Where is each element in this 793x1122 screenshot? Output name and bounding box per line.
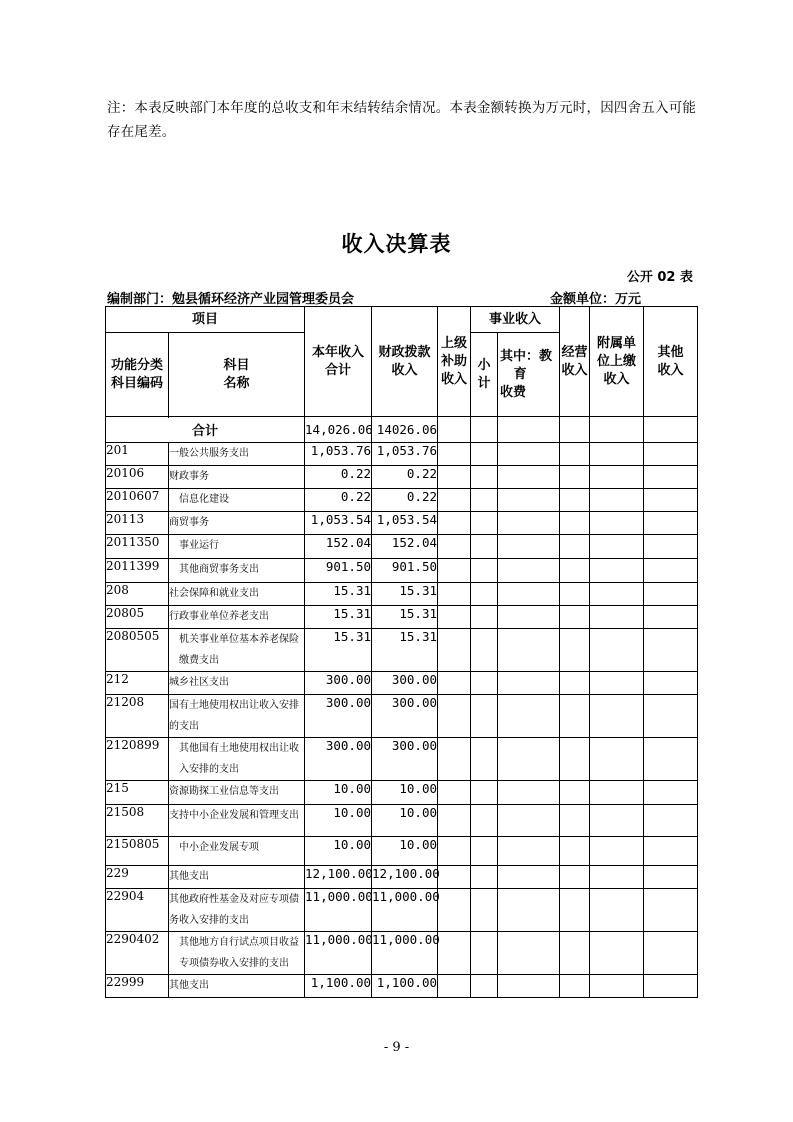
- header-edu-fee: 其中：教 育 收费: [498, 333, 560, 417]
- empty-cell: [590, 466, 644, 489]
- empty-cell: [590, 932, 644, 975]
- empty-cell: [590, 975, 644, 998]
- row-fiscal: 10.00: [372, 837, 438, 866]
- empty-cell: [644, 866, 698, 889]
- row-subject-name: 其他地方自行试点项目收益专项债券收入安排的支出: [169, 932, 305, 975]
- row-fiscal: 1,100.00: [372, 975, 438, 998]
- row-code: 22904: [106, 889, 169, 932]
- empty-cell: [590, 781, 644, 805]
- empty-cell: [438, 535, 471, 559]
- row-subject-name: 信息化建设: [169, 489, 305, 512]
- header-fiscal: 财政拨款 收入: [372, 307, 438, 417]
- empty-cell: [498, 629, 560, 672]
- row-subject-name: 其他政府性基金及对应专项债务收入安排的支出: [169, 889, 305, 932]
- table-row: [106, 975, 698, 998]
- total-income-value: 14,026.06: [305, 417, 372, 443]
- empty-cell: [560, 606, 590, 629]
- empty-cell: [498, 583, 560, 606]
- table-row: [106, 837, 698, 866]
- row-total-income: 10.00: [305, 837, 372, 866]
- empty-cell: [644, 672, 698, 695]
- header-operating: 经营 收入: [560, 307, 590, 417]
- empty-cell: [438, 512, 471, 535]
- row-subject-name: 中小企业发展专项: [169, 837, 305, 866]
- row-total-income: 15.31: [305, 583, 372, 606]
- empty-cell: [590, 629, 644, 672]
- total-row: [106, 417, 698, 443]
- footnote: 注：本表反映部门本年度的总收支和年末结转结余情况。本表金额转换为万元时，因四舍五入可能存在尾差。: [107, 100, 697, 140]
- empty-cell: [590, 889, 644, 932]
- amount-unit-label: 金额单位：万元: [550, 292, 642, 307]
- empty-cell: [471, 629, 498, 672]
- empty-cell: [560, 866, 590, 889]
- row-fiscal: 0.22: [372, 466, 438, 489]
- empty-cell: [590, 837, 644, 866]
- empty-cell: [438, 672, 471, 695]
- table-row: [106, 466, 698, 489]
- row-fiscal: 1,053.76: [372, 443, 438, 466]
- table-row: [106, 672, 698, 695]
- empty-cell: [498, 672, 560, 695]
- empty-cell: [644, 606, 698, 629]
- total-fiscal-value: 14026.06: [372, 417, 438, 443]
- table-row: [106, 535, 698, 559]
- row-fiscal: 11,000.00: [372, 889, 438, 932]
- empty-cell: [498, 889, 560, 932]
- income-table: [105, 306, 698, 998]
- empty-cell: [560, 535, 590, 559]
- table-row: [106, 606, 698, 629]
- empty-cell: [590, 606, 644, 629]
- row-subject-name: 支持中小企业发展和管理支出: [169, 805, 305, 837]
- empty-cell: [471, 932, 498, 975]
- empty-cell: [644, 781, 698, 805]
- empty-cell: [498, 837, 560, 866]
- row-code: 208: [106, 583, 169, 606]
- row-subject-name: 一般公共服务支出: [169, 443, 305, 466]
- row-code: 2011350: [106, 535, 169, 559]
- row-code: 22999: [106, 975, 169, 998]
- empty-cell: [644, 535, 698, 559]
- row-fiscal: 15.31: [372, 629, 438, 672]
- row-fiscal: 10.00: [372, 781, 438, 805]
- empty-cell: [438, 837, 471, 866]
- empty-cell: [560, 805, 590, 837]
- row-total-income: 0.22: [305, 489, 372, 512]
- row-total-income: 300.00: [305, 672, 372, 695]
- empty-cell: [590, 512, 644, 535]
- header-item: 项目: [106, 307, 305, 333]
- empty-cell: [438, 695, 471, 738]
- header-business: 事业收入: [471, 307, 560, 333]
- empty-cell: [471, 489, 498, 512]
- empty-cell: [590, 866, 644, 889]
- table-row: [106, 932, 698, 975]
- row-fiscal: 300.00: [372, 695, 438, 738]
- empty-cell: [498, 866, 560, 889]
- row-subject-name: 其他商贸事务支出: [169, 559, 305, 583]
- empty-cell: [644, 443, 698, 466]
- row-fiscal: 15.31: [372, 583, 438, 606]
- row-subject-name: 商贸事务: [169, 512, 305, 535]
- form-number: 公开 02 表: [626, 270, 693, 285]
- empty-cell: [644, 805, 698, 837]
- empty-cell: [590, 583, 644, 606]
- empty-cell: [438, 489, 471, 512]
- row-subject-name: 其他支出: [169, 866, 305, 889]
- table-row: [106, 805, 698, 837]
- empty-cell: [471, 583, 498, 606]
- row-fiscal: 12,100.00: [372, 866, 438, 889]
- empty-cell: [498, 932, 560, 975]
- empty-cell: [438, 629, 471, 672]
- empty-cell: [471, 837, 498, 866]
- empty-cell: [498, 695, 560, 738]
- row-total-income: 10.00: [305, 805, 372, 837]
- empty-cell: [644, 889, 698, 932]
- row-fiscal: 0.22: [372, 489, 438, 512]
- empty-cell: [438, 975, 471, 998]
- empty-cell: [471, 443, 498, 466]
- empty-cell: [438, 466, 471, 489]
- empty-cell: [644, 695, 698, 738]
- table-row: [106, 559, 698, 583]
- empty-cell: [471, 805, 498, 837]
- row-subject-name: 资源勘探工业信息等支出: [169, 781, 305, 805]
- table-row: [106, 512, 698, 535]
- row-code: 212: [106, 672, 169, 695]
- empty-cell: [560, 559, 590, 583]
- empty-cell: [498, 466, 560, 489]
- row-fiscal: 11,000.00: [372, 932, 438, 975]
- table-row: [106, 443, 698, 466]
- empty-cell: [560, 695, 590, 738]
- row-code: 21508: [106, 805, 169, 837]
- row-total-income: 300.00: [305, 738, 372, 781]
- empty-cell: [471, 695, 498, 738]
- table-row: [106, 629, 698, 672]
- row-subject-name: 其他国有土地使用权出让收入安排的支出: [169, 738, 305, 781]
- table-row: [106, 866, 698, 889]
- empty-cell: [590, 559, 644, 583]
- empty-cell: [498, 606, 560, 629]
- empty-cell: [560, 932, 590, 975]
- empty-cell: [560, 738, 590, 781]
- row-fiscal: 300.00: [372, 738, 438, 781]
- empty-cell: [560, 889, 590, 932]
- empty-cell: [438, 606, 471, 629]
- row-total-income: 12,100.00: [305, 866, 372, 889]
- empty-cell: [471, 672, 498, 695]
- row-total-income: 0.22: [305, 466, 372, 489]
- empty-cell: [560, 443, 590, 466]
- empty-cell: [471, 866, 498, 889]
- empty-cell: [560, 489, 590, 512]
- page-number: - 9 -: [383, 1040, 410, 1055]
- empty-cell: [644, 559, 698, 583]
- row-total-income: 10.00: [305, 781, 372, 805]
- empty-cell: [560, 672, 590, 695]
- empty-cell: [644, 466, 698, 489]
- empty-cell: [438, 932, 471, 975]
- row-fiscal: 1,053.54: [372, 512, 438, 535]
- row-total-income: 152.04: [305, 535, 372, 559]
- empty-cell: [471, 738, 498, 781]
- row-subject-name: 社会保障和就业支出: [169, 583, 305, 606]
- empty-cell: [438, 443, 471, 466]
- row-total-income: 1,053.54: [305, 512, 372, 535]
- empty-cell: [644, 837, 698, 866]
- row-code: 215: [106, 781, 169, 805]
- table-row: [106, 489, 698, 512]
- empty-cell: [560, 583, 590, 606]
- header-func-code: 功能分类 科目编码: [106, 333, 169, 417]
- row-code: 201: [106, 443, 169, 466]
- header-other: 其他 收入: [644, 307, 698, 417]
- row-code: 2120899: [106, 738, 169, 781]
- empty-cell: [644, 629, 698, 672]
- row-code: 20106: [106, 466, 169, 489]
- page-title: 收入决算表: [341, 232, 452, 256]
- row-code: 21208: [106, 695, 169, 738]
- empty-cell: [498, 443, 560, 466]
- empty-cell: [590, 489, 644, 512]
- empty-cell: [644, 512, 698, 535]
- row-fiscal: 152.04: [372, 535, 438, 559]
- empty-cell: [498, 512, 560, 535]
- empty-cell: [438, 866, 471, 889]
- row-total-income: 1,100.00: [305, 975, 372, 998]
- empty-cell: [471, 975, 498, 998]
- row-code: 2011399: [106, 559, 169, 583]
- empty-cell: [644, 489, 698, 512]
- row-code: 229: [106, 866, 169, 889]
- empty-cell: [560, 512, 590, 535]
- empty-cell: [498, 489, 560, 512]
- row-code: 20805: [106, 606, 169, 629]
- empty-cell: [560, 975, 590, 998]
- empty-cell: [471, 535, 498, 559]
- row-subject-name: 机关事业单位基本养老保险缴费支出: [169, 629, 305, 672]
- row-fiscal: 300.00: [372, 672, 438, 695]
- department-label: 编制部门：勉县循环经济产业园管理委员会: [107, 292, 355, 307]
- row-subject-name: 其他支出: [169, 975, 305, 998]
- row-total-income: 15.31: [305, 629, 372, 672]
- empty-cell: [590, 805, 644, 837]
- row-code: 2080505: [106, 629, 169, 672]
- header-total-income: 本年收入 合计: [305, 307, 372, 417]
- empty-cell: [560, 629, 590, 672]
- table-row: [106, 695, 698, 738]
- empty-cell: [590, 738, 644, 781]
- row-total-income: 11,000.00: [305, 889, 372, 932]
- row-subject-name: 城乡社区支出: [169, 672, 305, 695]
- empty-cell: [498, 781, 560, 805]
- empty-cell: [560, 466, 590, 489]
- header-subject-name: 科目 名称: [169, 333, 305, 417]
- empty-cell: [590, 443, 644, 466]
- empty-cell: [471, 512, 498, 535]
- table-row: [106, 583, 698, 606]
- row-fiscal: 901.50: [372, 559, 438, 583]
- row-subject-name: 行政事业单位养老支出: [169, 606, 305, 629]
- row-code: 20113: [106, 512, 169, 535]
- row-total-income: 901.50: [305, 559, 372, 583]
- table-row: [106, 889, 698, 932]
- row-subject-name: 财政事务: [169, 466, 305, 489]
- total-label: 合计: [106, 417, 305, 443]
- row-fiscal: 15.31: [372, 606, 438, 629]
- empty-cell: [590, 535, 644, 559]
- row-total-income: 300.00: [305, 695, 372, 738]
- empty-cell: [438, 781, 471, 805]
- empty-cell: [471, 781, 498, 805]
- row-subject-name: 国有土地使用权出让收入安排的支出: [169, 695, 305, 738]
- row-code: 2150805: [106, 837, 169, 866]
- table-row: [106, 781, 698, 805]
- empty-cell: [438, 738, 471, 781]
- empty-cell: [644, 975, 698, 998]
- header-superior: 上级 补助 收入: [438, 307, 471, 417]
- empty-cell: [644, 932, 698, 975]
- empty-cell: [438, 889, 471, 932]
- header-affiliated: 附属单 位上缴 收入: [590, 307, 644, 417]
- empty-cell: [471, 466, 498, 489]
- empty-cell: [644, 583, 698, 606]
- table-row: [106, 738, 698, 781]
- empty-cell: [471, 889, 498, 932]
- empty-cell: [438, 805, 471, 837]
- header-subtotal: 小 计: [471, 333, 498, 417]
- empty-cell: [590, 672, 644, 695]
- empty-cell: [471, 606, 498, 629]
- empty-cell: [498, 805, 560, 837]
- row-code: 2010607: [106, 489, 169, 512]
- row-total-income: 1,053.76: [305, 443, 372, 466]
- empty-cell: [438, 583, 471, 606]
- empty-cell: [498, 535, 560, 559]
- empty-cell: [498, 975, 560, 998]
- empty-cell: [560, 837, 590, 866]
- row-fiscal: 10.00: [372, 805, 438, 837]
- empty-cell: [644, 738, 698, 781]
- empty-cell: [498, 559, 560, 583]
- row-code: 2290402: [106, 932, 169, 975]
- empty-cell: [560, 781, 590, 805]
- row-total-income: 15.31: [305, 606, 372, 629]
- empty-cell: [438, 559, 471, 583]
- empty-cell: [590, 695, 644, 738]
- empty-cell: [471, 559, 498, 583]
- row-subject-name: 事业运行: [169, 535, 305, 559]
- empty-cell: [498, 738, 560, 781]
- row-total-income: 11,000.00: [305, 932, 372, 975]
